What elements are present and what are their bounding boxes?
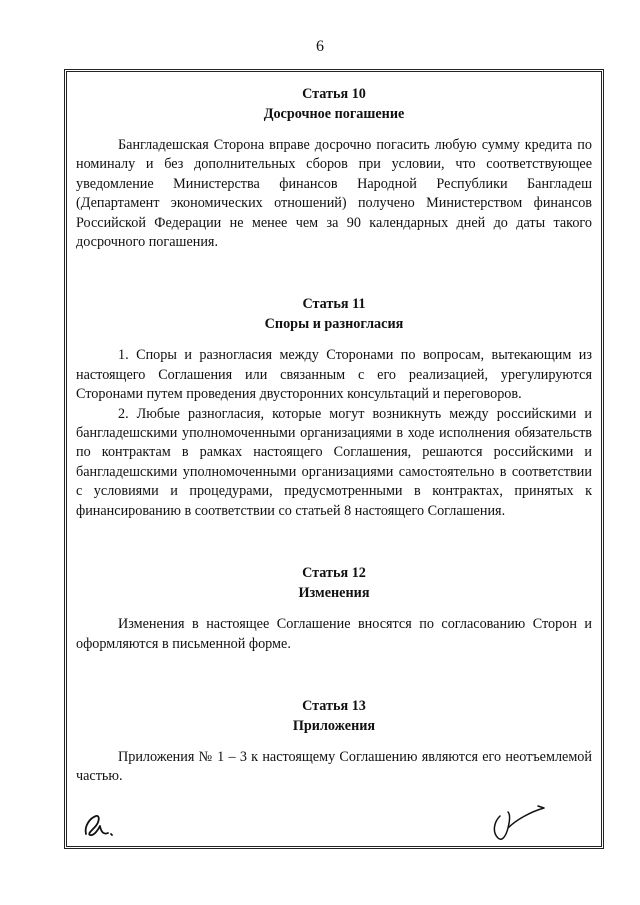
- article-title: Статья 11: [302, 296, 366, 313]
- article-10: [76, 84, 592, 252]
- article-heading: Приложения: [292, 717, 376, 734]
- article-heading: Досрочное погашение: [263, 106, 405, 122]
- paragraph: 1. Споры и разногласия между Сторонами по вопросам, вытекающим из настоящего Соглашения или связанным с его реализацией, урегулируются Сторонами путем проведения двусторонних консультаций и переговоров.: [76, 347, 592, 403]
- paragraph: Приложения № 1 – 3 к настоящему Соглашению являются его неотъемлемой частью.: [76, 748, 592, 785]
- article-title: Статья 13: [302, 697, 366, 714]
- article-heading: Споры и разногласия: [264, 316, 404, 333]
- paragraph: Изменения в настоящее Соглашение вносятся по согласованию Сторон и оформляются в письменной форме.: [76, 616, 592, 652]
- article-heading: Изменения: [298, 585, 370, 602]
- document-body: [76, 84, 592, 787]
- initials-signature: [80, 808, 120, 840]
- article-11: [76, 294, 592, 521]
- article-title: Статья 10: [302, 86, 366, 102]
- article-13: [76, 696, 592, 787]
- article-12: [76, 563, 592, 654]
- paragraph: Бангладешская Сторона вправе досрочно погасить любую сумму кредита по номиналу и без дополнительных сборов при условии, что соответствующее уведомление Министерства финансов Народной Республики Бангладеш (Департамент экономических отношений) получено Министерством финансов Российской Федерации не менее чем за 90 календарных дней до даты такого досрочного погашения.: [76, 137, 592, 251]
- page-number: 6: [316, 38, 324, 55]
- signature: [480, 798, 550, 844]
- article-title: Статья 12: [302, 565, 366, 582]
- paragraph: 2. Любые разногласия, которые могут возникнуть между российскими и бангладешскими уполномоченными организациями в ходе исполнения обязательств по контрактам в рамках настоящего Соглашения, решаются российскими и бангладешскими уполномоченными организациями самостоятельно в соответствии с условиями и процедурами, предусмотренными в контрактах, принятых к финансированию в соответствии со статьей 8 настоящего Соглашения.: [76, 405, 592, 519]
